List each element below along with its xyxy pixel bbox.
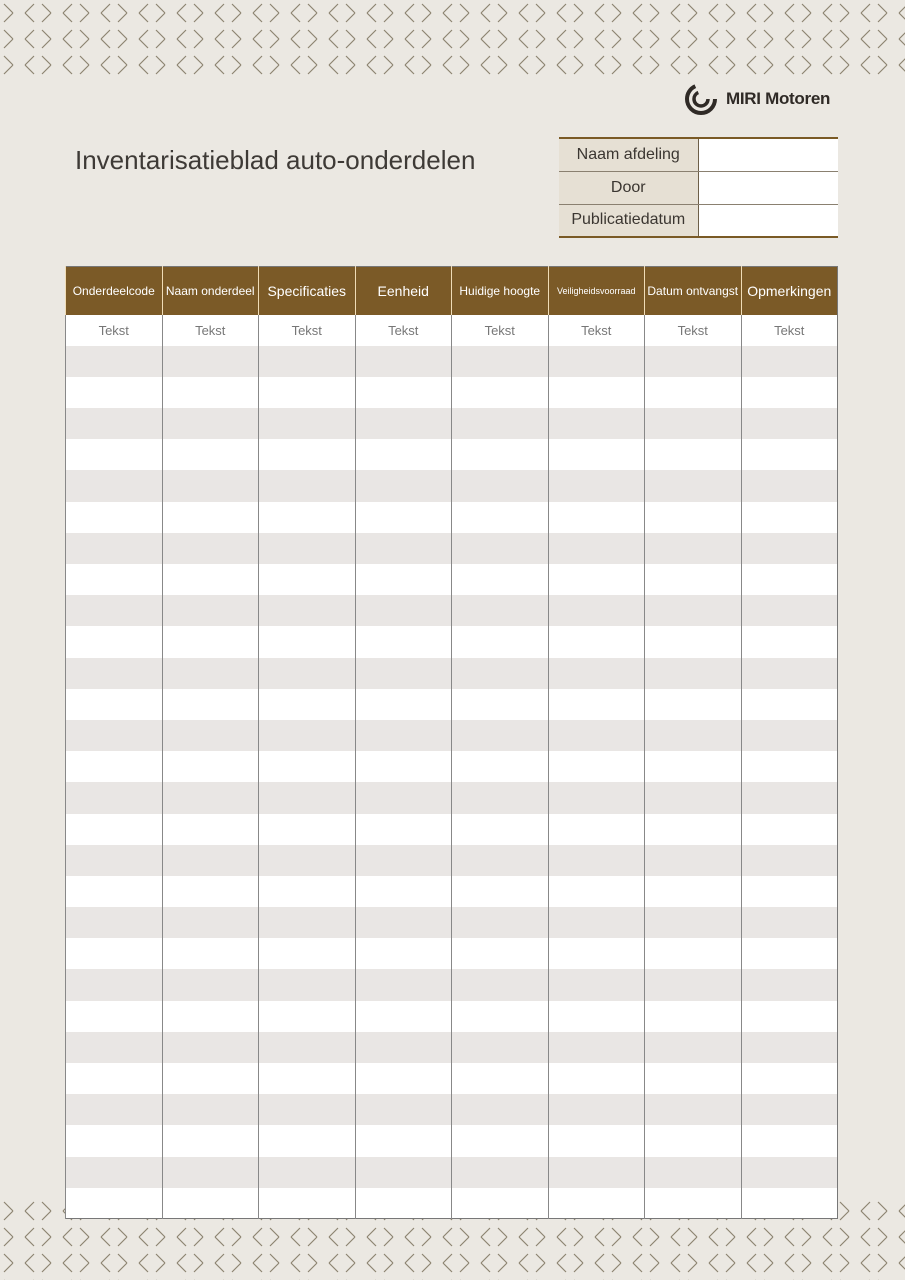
- table-cell[interactable]: [741, 907, 838, 938]
- table-row: [66, 346, 838, 377]
- table-cell[interactable]: [548, 595, 645, 626]
- table-cell[interactable]: [452, 814, 549, 845]
- table-cell[interactable]: [162, 969, 259, 1000]
- table-cell[interactable]: [259, 969, 356, 1000]
- table-row: [66, 1094, 838, 1125]
- table-cell[interactable]: [66, 1125, 163, 1156]
- table-cell[interactable]: [741, 408, 838, 439]
- table-cell[interactable]: [66, 626, 163, 657]
- table-cell[interactable]: [452, 408, 549, 439]
- table-cell[interactable]: [741, 346, 838, 377]
- table-cell[interactable]: [162, 502, 259, 533]
- decorative-pattern-top: [0, 0, 905, 78]
- table-cell[interactable]: [66, 1032, 163, 1063]
- table-cell[interactable]: [645, 502, 742, 533]
- table-cell[interactable]: [162, 408, 259, 439]
- table-cell[interactable]: [259, 658, 356, 689]
- table-row: [66, 470, 838, 501]
- table-cell[interactable]: [66, 907, 163, 938]
- table-cell[interactable]: [452, 845, 549, 876]
- table-cell[interactable]: [548, 1032, 645, 1063]
- column-header: Specificaties: [259, 267, 356, 315]
- table-cell[interactable]: [259, 782, 356, 813]
- table-cell[interactable]: [355, 408, 452, 439]
- table-cell[interactable]: [645, 470, 742, 501]
- table-cell[interactable]: [452, 377, 549, 408]
- table-row: [66, 439, 838, 470]
- table-cell[interactable]: [645, 907, 742, 938]
- table-cell[interactable]: [66, 346, 163, 377]
- table-cell[interactable]: [259, 1094, 356, 1125]
- table-cell[interactable]: [452, 1032, 549, 1063]
- table-cell[interactable]: [645, 1032, 742, 1063]
- table-cell[interactable]: [452, 470, 549, 501]
- table-cell[interactable]: [741, 845, 838, 876]
- table-cell[interactable]: [645, 408, 742, 439]
- table-cell[interactable]: Tekst: [66, 315, 163, 346]
- table-cell[interactable]: [452, 720, 549, 751]
- table-cell[interactable]: [66, 1094, 163, 1125]
- table-cell[interactable]: [66, 1188, 163, 1219]
- table-cell[interactable]: [355, 1063, 452, 1094]
- table-cell[interactable]: [548, 1157, 645, 1188]
- table-cell[interactable]: [66, 751, 163, 782]
- table-cell[interactable]: [259, 439, 356, 470]
- table-cell[interactable]: [66, 782, 163, 813]
- table-cell[interactable]: [452, 969, 549, 1000]
- table-cell[interactable]: [259, 1188, 356, 1219]
- table-cell[interactable]: [452, 782, 549, 813]
- table-cell[interactable]: [645, 1063, 742, 1094]
- table-cell[interactable]: [548, 346, 645, 377]
- table-row: [66, 720, 838, 751]
- table-cell[interactable]: [452, 346, 549, 377]
- table-cell[interactable]: [162, 377, 259, 408]
- table-cell[interactable]: [741, 502, 838, 533]
- table-cell[interactable]: [355, 658, 452, 689]
- table-cell[interactable]: [66, 533, 163, 564]
- table-cell[interactable]: [645, 1188, 742, 1219]
- table-cell[interactable]: Tekst: [548, 315, 645, 346]
- table-cell[interactable]: [741, 969, 838, 1000]
- table-cell[interactable]: [741, 595, 838, 626]
- table-cell[interactable]: [355, 439, 452, 470]
- table-row: [66, 751, 838, 782]
- table-cell[interactable]: [548, 876, 645, 907]
- table-cell[interactable]: [162, 782, 259, 813]
- table-cell[interactable]: [355, 969, 452, 1000]
- table-cell[interactable]: [452, 876, 549, 907]
- table-cell[interactable]: Tekst: [452, 315, 549, 346]
- table-cell[interactable]: [452, 533, 549, 564]
- table-cell[interactable]: [645, 814, 742, 845]
- table-cell[interactable]: [66, 969, 163, 1000]
- table-cell[interactable]: [548, 751, 645, 782]
- table-row: [66, 782, 838, 813]
- table-row: [66, 938, 838, 969]
- table-cell[interactable]: [259, 720, 356, 751]
- table-cell[interactable]: [645, 1157, 742, 1188]
- table-cell[interactable]: [645, 782, 742, 813]
- table-row: [66, 845, 838, 876]
- table-cell[interactable]: [259, 502, 356, 533]
- table-cell[interactable]: [259, 907, 356, 938]
- table-row: [66, 1188, 838, 1219]
- table-cell[interactable]: [162, 720, 259, 751]
- table-cell[interactable]: [645, 564, 742, 595]
- column-header: Opmerkingen: [741, 267, 838, 315]
- table-cell[interactable]: [259, 1125, 356, 1156]
- table-cell[interactable]: [66, 876, 163, 907]
- table-cell[interactable]: [548, 564, 645, 595]
- table-cell[interactable]: [741, 1032, 838, 1063]
- table-cell[interactable]: [548, 377, 645, 408]
- table-cell[interactable]: [355, 1188, 452, 1219]
- table-row: [66, 408, 838, 439]
- table-cell[interactable]: [66, 938, 163, 969]
- table-cell[interactable]: [548, 502, 645, 533]
- table-cell[interactable]: [259, 1157, 356, 1188]
- table-cell[interactable]: [66, 689, 163, 720]
- table-cell[interactable]: [452, 595, 549, 626]
- table-cell[interactable]: [162, 1001, 259, 1032]
- table-cell[interactable]: [452, 1063, 549, 1094]
- table-cell[interactable]: [259, 876, 356, 907]
- table-cell[interactable]: [259, 346, 356, 377]
- column-header: Datum ontvangst: [645, 267, 742, 315]
- table-cell[interactable]: [741, 782, 838, 813]
- table-cell[interactable]: Tekst: [259, 315, 356, 346]
- table-cell[interactable]: [66, 720, 163, 751]
- table-cell[interactable]: [548, 1125, 645, 1156]
- table-cell[interactable]: [162, 876, 259, 907]
- info-label: Naam afdeling: [559, 138, 698, 171]
- table-cell[interactable]: [548, 907, 645, 938]
- table-cell[interactable]: [355, 595, 452, 626]
- table-cell[interactable]: [259, 845, 356, 876]
- table-cell[interactable]: [645, 439, 742, 470]
- table-cell[interactable]: [355, 689, 452, 720]
- table-cell[interactable]: [259, 377, 356, 408]
- table-cell[interactable]: [548, 720, 645, 751]
- column-header: Onderdeelcode: [66, 267, 163, 315]
- table-cell[interactable]: [741, 1094, 838, 1125]
- table-cell[interactable]: [452, 1188, 549, 1219]
- table-row: [66, 564, 838, 595]
- info-label: Door: [559, 171, 698, 204]
- column-header: Eenheid: [355, 267, 452, 315]
- table-row: [66, 377, 838, 408]
- table-cell[interactable]: [259, 564, 356, 595]
- table-cell[interactable]: [355, 470, 452, 501]
- table-cell[interactable]: [66, 1157, 163, 1188]
- table-cell[interactable]: [355, 720, 452, 751]
- table-cell[interactable]: [162, 1157, 259, 1188]
- swirl-logo-icon: [684, 82, 718, 116]
- table-cell[interactable]: Tekst: [162, 315, 259, 346]
- table-cell[interactable]: Tekst: [355, 315, 452, 346]
- table-cell[interactable]: [645, 626, 742, 657]
- table-cell[interactable]: [452, 658, 549, 689]
- info-table: [559, 137, 838, 238]
- table-cell[interactable]: [741, 626, 838, 657]
- table-cell[interactable]: [741, 564, 838, 595]
- table-cell[interactable]: [548, 782, 645, 813]
- table-cell[interactable]: [355, 533, 452, 564]
- table-cell[interactable]: [162, 689, 259, 720]
- table-cell[interactable]: [355, 564, 452, 595]
- table-cell[interactable]: [162, 751, 259, 782]
- table-cell[interactable]: [452, 751, 549, 782]
- table-cell[interactable]: [355, 1032, 452, 1063]
- table-cell[interactable]: [548, 1001, 645, 1032]
- table-cell[interactable]: [66, 502, 163, 533]
- table-cell[interactable]: [355, 1094, 452, 1125]
- table-cell[interactable]: [259, 595, 356, 626]
- table-cell[interactable]: [162, 907, 259, 938]
- column-header: Huidige hoogte: [452, 267, 549, 315]
- table-cell[interactable]: [741, 658, 838, 689]
- table-cell[interactable]: [645, 689, 742, 720]
- table-cell[interactable]: [741, 439, 838, 470]
- table-cell[interactable]: [66, 408, 163, 439]
- table-cell[interactable]: [741, 1001, 838, 1032]
- table-cell[interactable]: [548, 845, 645, 876]
- table-cell[interactable]: [162, 1094, 259, 1125]
- table-row: [66, 1125, 838, 1156]
- table-cell[interactable]: [741, 1125, 838, 1156]
- table-cell[interactable]: [548, 533, 645, 564]
- table-cell[interactable]: [548, 969, 645, 1000]
- table-cell[interactable]: [66, 658, 163, 689]
- table-cell[interactable]: [645, 1125, 742, 1156]
- table-cell[interactable]: [162, 938, 259, 969]
- column-header: Veiligheidsvoorraad: [548, 267, 645, 315]
- info-label: Publicatiedatum: [559, 204, 698, 237]
- table-cell[interactable]: [741, 751, 838, 782]
- table-cell[interactable]: [741, 533, 838, 564]
- table-cell[interactable]: [452, 439, 549, 470]
- table-cell[interactable]: [162, 1032, 259, 1063]
- table-cell[interactable]: [741, 1063, 838, 1094]
- table-cell[interactable]: [259, 1001, 356, 1032]
- table-cell[interactable]: [645, 969, 742, 1000]
- table-cell[interactable]: [355, 845, 452, 876]
- table-cell[interactable]: [548, 658, 645, 689]
- table-cell[interactable]: [259, 408, 356, 439]
- column-header: Naam onderdeel: [162, 267, 259, 315]
- info-value-field[interactable]: [698, 138, 838, 171]
- table-row: [66, 315, 838, 346]
- table-cell[interactable]: [548, 1094, 645, 1125]
- table-cell[interactable]: [355, 1157, 452, 1188]
- table-cell[interactable]: [259, 470, 356, 501]
- table-cell[interactable]: [452, 564, 549, 595]
- table-cell[interactable]: [259, 626, 356, 657]
- table-cell[interactable]: [259, 751, 356, 782]
- table-cell[interactable]: [66, 470, 163, 501]
- table-cell[interactable]: [66, 377, 163, 408]
- table-cell[interactable]: [548, 408, 645, 439]
- table-cell[interactable]: [741, 720, 838, 751]
- table-cell[interactable]: [66, 1001, 163, 1032]
- table-cell[interactable]: [548, 689, 645, 720]
- table-cell[interactable]: [645, 1094, 742, 1125]
- table-cell[interactable]: [645, 595, 742, 626]
- table-cell[interactable]: [259, 1063, 356, 1094]
- table-row: [66, 1157, 838, 1188]
- table-row: [66, 502, 838, 533]
- table-cell[interactable]: [645, 845, 742, 876]
- table-cell[interactable]: [452, 1001, 549, 1032]
- table-cell[interactable]: [66, 564, 163, 595]
- table-row: [66, 595, 838, 626]
- table-row: [66, 876, 838, 907]
- table-cell[interactable]: [645, 876, 742, 907]
- table-cell[interactable]: [162, 346, 259, 377]
- table-cell[interactable]: [355, 876, 452, 907]
- table-cell[interactable]: Tekst: [645, 315, 742, 346]
- table-cell[interactable]: [259, 689, 356, 720]
- table-cell[interactable]: [645, 377, 742, 408]
- table-cell[interactable]: [452, 1157, 549, 1188]
- table-cell[interactable]: [548, 470, 645, 501]
- table-cell[interactable]: [259, 938, 356, 969]
- table-cell[interactable]: [741, 1157, 838, 1188]
- table-cell[interactable]: [355, 751, 452, 782]
- table-cell[interactable]: [645, 938, 742, 969]
- table-cell[interactable]: [741, 689, 838, 720]
- table-cell[interactable]: [162, 1063, 259, 1094]
- table-cell[interactable]: [162, 564, 259, 595]
- table-cell[interactable]: [66, 595, 163, 626]
- table-cell[interactable]: [452, 626, 549, 657]
- table-cell[interactable]: [452, 938, 549, 969]
- table-cell[interactable]: [452, 1125, 549, 1156]
- table-cell[interactable]: [355, 346, 452, 377]
- table-row: [66, 533, 838, 564]
- table-cell[interactable]: [548, 938, 645, 969]
- table-cell[interactable]: Tekst: [741, 315, 838, 346]
- page-title: Inventarisatieblad auto-onderdelen: [75, 145, 476, 175]
- table-cell[interactable]: [355, 814, 452, 845]
- table-cell[interactable]: [741, 1188, 838, 1219]
- table-cell[interactable]: [741, 377, 838, 408]
- table-row: [66, 969, 838, 1000]
- table-cell[interactable]: [162, 658, 259, 689]
- table-cell[interactable]: [645, 720, 742, 751]
- table-cell[interactable]: [548, 1188, 645, 1219]
- table-cell[interactable]: [162, 626, 259, 657]
- brand-logo: [684, 82, 830, 116]
- table-cell[interactable]: [162, 1188, 259, 1219]
- table-cell[interactable]: [452, 907, 549, 938]
- info-value-field[interactable]: [698, 171, 838, 204]
- table-cell[interactable]: [66, 439, 163, 470]
- table-cell[interactable]: [162, 470, 259, 501]
- inventory-table: [65, 266, 838, 1219]
- table-row: [66, 1032, 838, 1063]
- table-row: [66, 814, 838, 845]
- table-cell[interactable]: [355, 1001, 452, 1032]
- table-cell[interactable]: [162, 845, 259, 876]
- table-row: [66, 689, 838, 720]
- table-row: [66, 658, 838, 689]
- table-cell[interactable]: [452, 502, 549, 533]
- table-cell[interactable]: [741, 814, 838, 845]
- table-cell[interactable]: [259, 533, 356, 564]
- table-cell[interactable]: [162, 1125, 259, 1156]
- table-cell[interactable]: [645, 533, 742, 564]
- table-cell[interactable]: [355, 626, 452, 657]
- brand-name: MIRI Motoren: [726, 89, 831, 108]
- table-row: [66, 626, 838, 657]
- table-cell[interactable]: [548, 1063, 645, 1094]
- table-cell[interactable]: [66, 1063, 163, 1094]
- table-cell[interactable]: [741, 470, 838, 501]
- table-cell[interactable]: [645, 751, 742, 782]
- table-cell[interactable]: [452, 1094, 549, 1125]
- table-cell[interactable]: [259, 1032, 356, 1063]
- table-cell[interactable]: [355, 907, 452, 938]
- table-cell[interactable]: [741, 938, 838, 969]
- table-cell[interactable]: [741, 876, 838, 907]
- table-cell[interactable]: [452, 689, 549, 720]
- table-cell[interactable]: [162, 595, 259, 626]
- table-cell[interactable]: [66, 814, 163, 845]
- table-row: [66, 1063, 838, 1094]
- table-cell[interactable]: [548, 439, 645, 470]
- table-cell[interactable]: [162, 439, 259, 470]
- info-value-field[interactable]: [698, 204, 838, 237]
- table-cell[interactable]: [355, 938, 452, 969]
- table-cell[interactable]: [645, 658, 742, 689]
- table-cell[interactable]: [162, 814, 259, 845]
- table-cell[interactable]: [355, 1125, 452, 1156]
- table-cell[interactable]: [66, 845, 163, 876]
- table-cell[interactable]: [355, 782, 452, 813]
- table-cell[interactable]: [548, 626, 645, 657]
- table-cell[interactable]: [355, 502, 452, 533]
- table-cell[interactable]: [645, 346, 742, 377]
- table-cell[interactable]: [355, 377, 452, 408]
- table-cell[interactable]: [162, 533, 259, 564]
- table-cell[interactable]: [548, 814, 645, 845]
- table-row: [66, 1001, 838, 1032]
- table-row: [66, 907, 838, 938]
- table-cell[interactable]: [259, 814, 356, 845]
- table-cell[interactable]: [645, 1001, 742, 1032]
